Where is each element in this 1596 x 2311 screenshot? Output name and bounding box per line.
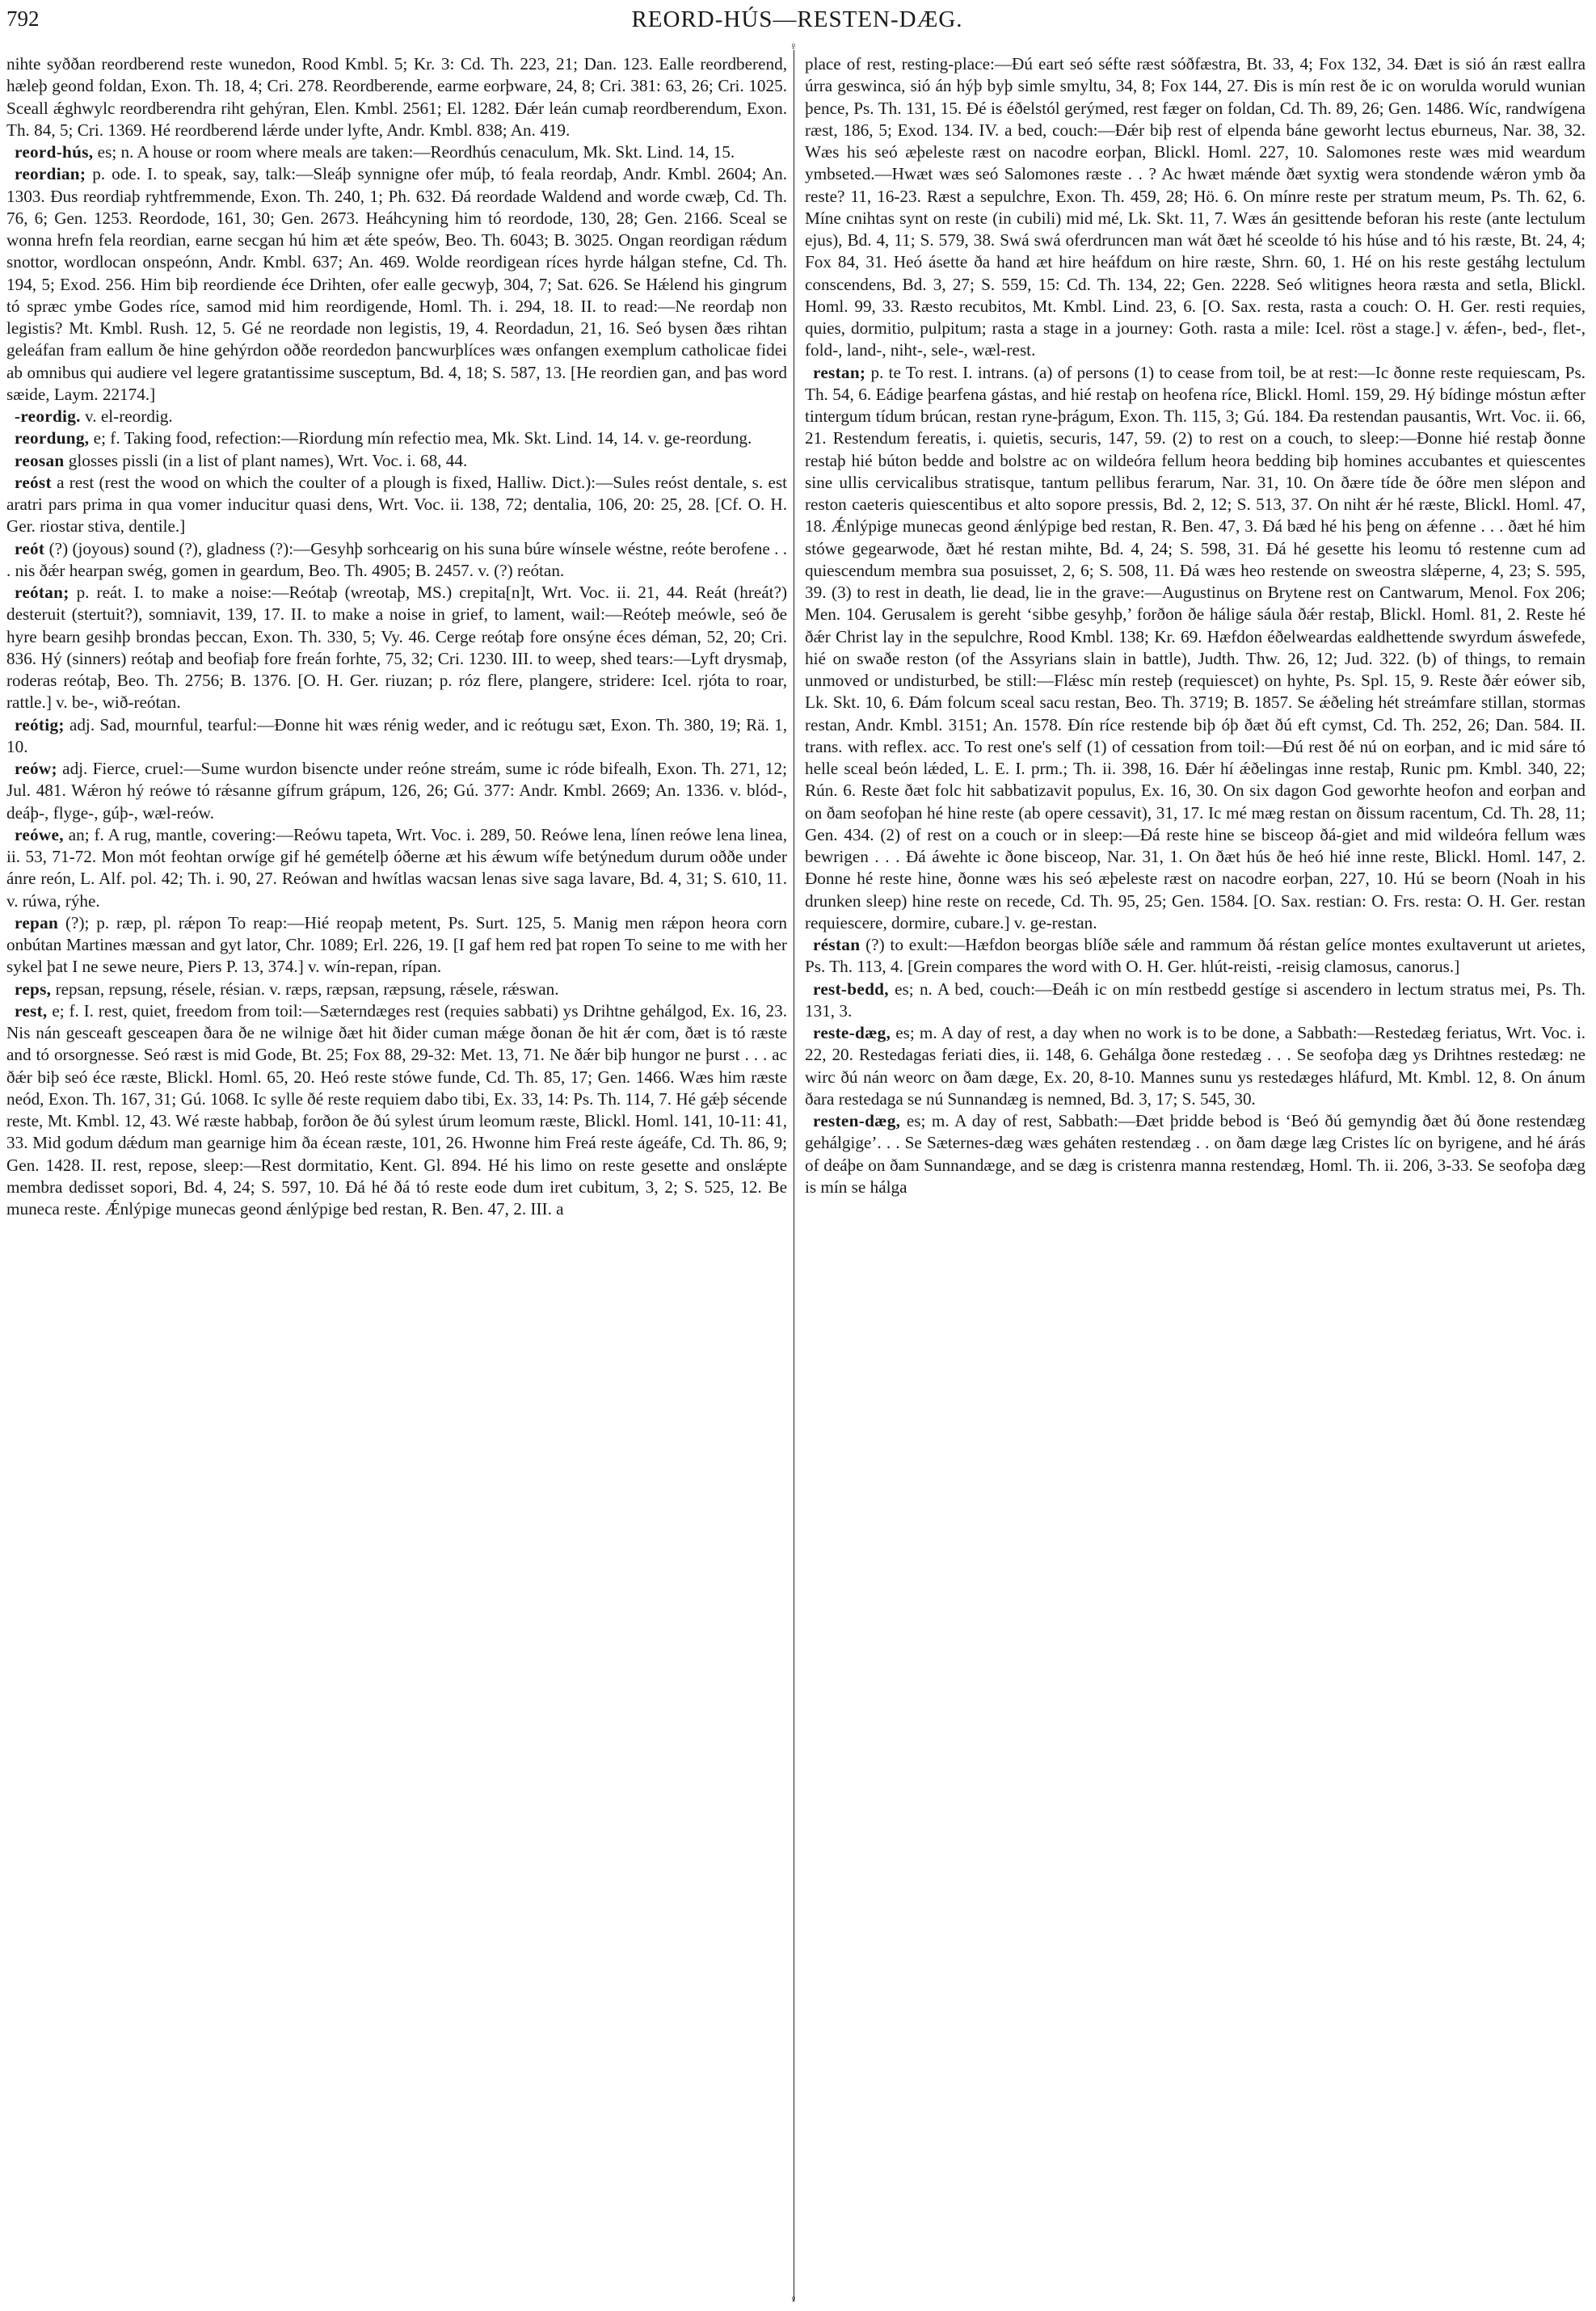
headword: reord-hús,: [15, 142, 94, 162]
entry-text: p. te To rest. I. intrans. (a) of persons (1) to cease from toil, be at rest:—Ic ðonne reste requiescam, Ps. Th. 54, 6. Eádige þearfena gástas, and hié restaþ on heofena ríce, Blickl. Homl. 159, 29. Hý bídinge móstun æfter tintergum tídum brúcan, restan ryne-þrágum, Exon. Th. 115, 3; Gú. 184. Ða restendan pausantis, Wrt. Voc. ii. 66, 21. Restendum fereatis, i. quietis, securis, 147, 59. (2) to rest on a couch, to sleep:—Ðonne hié restaþ ðonne restaþ hié búton bedde and bolstre ac on wildeóra fellum heora bedding biþ homines accubantes et quiescentes sine ullis cervicalibus stratisque, tantum pellibus ferarum, Nar. 31, 10. On ðære tíde ðe óðre men slépon and reston caeteris quiescentibus et alto sopore pressis, Bd. 2, 12; S. 513, 37. On niht ǽr hé ræste, Blickl. Homl. 47, 18. Ǽnlýpige munecas geond ǽnlýpige bed restan, R. Ben. 47, 3. Ðá bæd hé his þeng on ǽfenne . . . ðæt hé him stówe gegearwode, ðæt hé restan mihte, Bd. 4, 24; S. 598, 31. Ðá hé gesette his leomu tó restenne cum ad quiescendum membra sua posuisset, 2, 6; S. 508, 11. Ðá wæs heo restende on sweostra slǽperne, 4, 23; S. 595, 39. (3) to rest in death, lie dead, lie in the grave:—Augustinus on Brytene rest on Cantwarum, Menol. Fox 206; Men. 104. Gerusalem is gereht ‘sibbe gesyhþ,’ forðon ðe hálige sáula ðǽr restaþ, Blickl. Homl. 81, 2. Reste hé ðǽr Christ lay in the sepulchre, Rood Kmbl. 138; Kr. 69. Hæfdon éðelweardas ealdhettende swyrdum áswefede, hié on swaðe reston (of the Assyrians slain in battle), Judth. Thw. 26, 12; Jud. 322. (b) of things, to remain unmoved or undisturbed, be still:—Flǽsc mín resteþ (requiescet) on hyhte, Ps. Spl. 15, 9. Reste ðǽr eówer sib, Lk. Skt. 10, 6. Ðám folcum sceal sacu restan, Beo. Th. 3719; B. 1857. Se ǽðeling hét streámfare stillan, stormas restan, Andr. Kmbl. 3151; An. 1578. Ðín ríce restende biþ óþ ðæt ðú eft cymst, Cd. Th. 252, 26; Dan. 584. II. trans. with reflex. acc. To rest one's self (1) of cessation from toil:—Ðú rest ðé nú on eorþan, and ic mid sáre tó helle sceal beón lǽded, L. E. I. prm.; Th. ii. 398, 16. Ðǽr hí ǽðelingas inne restaþ, Runic pm. Kmbl. 340, 22; Rún. 6. Reste ðæt folc hit sabbatizavit populus, Ex. 16, 30. On six dagon God geworhte heofon and eorþan and on ðam seofoþan hé hine reste (ab opere cessavit), 31, 17. Ic mé mæg restan on ðissum racentum, Cd. Th. 28, 11; Gen. 434. (2) of rest on a couch or in sleep:—Ðá reste hine se bisceop ðá-giet and mid wildeóra fellum wæs bewrigen . . . Ðá áwehte ic ðone bisceop, Nar. 31, 1. On ðæt hús ðe heó hié inne reste, Blickl. Homl. 147, 2. Ðonne hé reste hine, ðonne wæs his seó æþeleste ræst on nacodre eorþan, 227, 10. Hú se beorn (Noah in his drunken sleep) hine reste on recede, Cd. Th. 95, 25; Gen. 1584. [O. Sax. restian: O. Frs. resta: O. H. Ger. restan requiescere, dormire, cubare.] v. ge-restan.: [805, 362, 1585, 932]
headword: reste-dæg,: [813, 1023, 891, 1042]
page-number: 792: [6, 6, 40, 31]
headword: rest,: [15, 1000, 48, 1021]
entry-text: es; n. A house or room where meals are taken:—Reordhús cenaculum, Mk. Skt. Lind. 14, 15.: [97, 142, 735, 162]
entry-text: (?) to exult:—Hæfdon beorgas blíðe sǽle and rammum ðá réstan gelíce montes exultaverunt ut arietes, Ps. Th. 113, 4. [Grein compares the word with O. H. Ger. hlút-reisti, -reisig clamosus, canorus.]: [805, 935, 1585, 977]
entry-text: (?) (joyous) sound (?), gladness (?):—Gesyhþ sorhcearig on his suna búre wínsele wéstne, reóte berofene . . . nis ðǽr hearpan swég, gomen in geardum, Beo. Th. 4905; B. 2457. v. (?) reótan.: [6, 538, 788, 580]
entry-text: p. reát. I. to make a noise:—Reótaþ (wreotaþ, MS.) crepita[n]t, Wrt. Voc. ii. 21, 44. Reát (hreát?) desteruit (stertuit?), somniavit, 139, 17. II. to make a noise in grief, to lament, wail:—Reóteþ meówle, seó ðe hyre bearn gesihþ brondas þeccan, Exon. Th. 330, 5; Vy. 46. Cerge reótaþ fore onsýne éces déman, 52, 20; Cri. 836. Hý (sinners) reótaþ and beofiaþ fore freán forhte, 75, 32; Cri. 1230. III. to weep, shed tears:—Lyft drysmaþ, roderas reótaþ, Beo. Th. 2756; B. 1376. [O. H. Ger. riuzan; p. róz flere, plangere, stridere: Icel. rjóta to roar, rattle.] v. be-, wið-reótan.: [6, 583, 787, 713]
dictionary-entry: [6, 427, 787, 449]
entry-text: p. ode. I. to speak, say, talk:—Sleáþ synnigne ofer múþ, tó feala reordaþ, Andr. Kmbl. 2604; An. 1303. Ðus reordiaþ ryhtfremmende, Exon. Th. 240, 1; Ph. 632. Ðá reordade Waldend and worde cwæþ, Cd. Th. 76, 6; Gen. 1253. Reordode, 161, 30; Gen. 2673. Heáhcyning him tó reordode, 130, 28; Gen. 2166. Sceal se wonna hrefn fela reordian, earne secgan hú him æt ǽte speów, Beo. Th. 6043; B. 3025. Ongan reordigan rǽdum snottor, wordlocan onspeónn, Andr. Kmbl. 637; An. 469. Wolde reordigean ríces hyrde hálgan stefne, Cd. Th. 194, 5; Exod. 256. Him biþ reordiende éce Drihten, ofer ealle gecwyþ, 304, 7; Sat. 626. Se Hǽlend his gingrum tó spræc ymbe Godes ríce, samod mid him reordigende, Homl. Th. i. 294, 18. II. to read:—Ne reordaþ non legistis? Mt. Kmbl. Rush. 12, 5. Gé ne reordade non legistis, 19, 4. Reordadun, 21, 16. Seó bysen ðæs rihtan geleáfan fram eallum ðe hine gehýrdon oððe reordedon þancwurþlíces wæs onfangen exemplum catholicae fidei ab omnibus qui audiere vel legere gratantissime susceptum, Bd. 4, 18; S. 587, 13. [He reordien gan, and þas word sæide, Laym. 22174.]: [6, 164, 787, 404]
entry-text: adj. Fierce, cruel:—Sume wurdon bisencte under reóne streám, sume ic róde bifealh, Exon. Th. 271, 12; Jul. 481. Wǽron hý reówe tó rǽsanne gífrum grápum, 126, 26; Gú. 377: Andr. Kmbl. 2669; An. 1336. v. blód-, deáþ-, flyge-, gúþ-, wæl-reów.: [6, 759, 788, 823]
entry-text: adj. Sad, mournful, tearful:—Ðonne hit wæs rénig weder, and ic reótugu sæt, Exon. Th. 380, 19; Rä. 1, 10.: [6, 714, 788, 756]
dictionary-entry: [6, 163, 787, 406]
dictionary-entry: [805, 934, 1585, 979]
entry-text: es; m. A day of rest, Sabbath:—Ðæt þridde bebod is ‘Beó ðú gemyndig ðæt ðú ðone restendæg gehálgige’. . . Se Sæternes-dæg wæs geháten restendæg . . on ðam dæge læg Cristes líc on byrigene, and hé árás of deáþe on ðam Sunnandæge, and se dæg is cristenra manna restendæg, Homl. Th. ii. 206, 3-33. Se seofoþa dæg is mín se hálga: [805, 1111, 1586, 1197]
headword: reosan: [15, 450, 65, 470]
entry-text: e; f. I. rest, quiet, freedom from toil:—Sæterndæges rest (requies sabbati) ys Drihtne gehálgod, Ex. 16, 23. Nis nán gesceaft gesceapen ðara ðe ne wilnige ðæt hit ðider cuman mǽge ðonan ðe hit ǽr com, ðæt is tó ræste and tó orsorgnesse. Seó ræst is mid Gode, Bt. 25; Fox 88, 29-32: Met. 13, 71. Ne ðǽr biþ hungor ne þurst . . . ac ðǽr biþ seó éce ræste, Blickl. Homl. 65, 20. Heó reste stówe funde, Cd. Th. 85, 17; Gen. 1466. Wæs him ræste neód, Exon. Th. 167, 31; Gú. 1068. Ic sylle ðé reste requiem dabo tibi, Ex. 33, 14: Ps. Th. 114, 7. Hé gǽþ sécende reste, Mt. Kmbl. 12, 43. Wé ræste habbaþ, forðon ðe ðú sylest úrum leomum ræste, Blickl. Homl. 141, 10-11: 41, 33. Mid godum dǽdum man gearnige him ða écean ræste, 101, 26. Hwonne him Freá reste ágeáfe, Cd. Th. 86, 9; Gen. 1428. II. rest, repose, sleep:—Rest dormitatio, Kent. Gl. 894. Hé his limo on reste gesette and onslǽpte membra dedisset sopori, Bd. 4, 24; S. 597, 10. Ðá hé ðá tó reste eode dum iret cubitum, 3, 2; S. 525, 12. Be muneca reste. Ǽnlýpige munecas geond ǽnlýpige bed restan, R. Ben. 47, 2. III. a: [6, 1000, 787, 1219]
entry-continuation: [6, 53, 787, 141]
dictionary-entry: [6, 472, 787, 538]
dictionary-entry: [6, 406, 787, 427]
entry-text: a rest (rest the wood on which the coulter of a plough is fixed, Halliw. Dict.):—Sules reóst dentale, s. est aratri pars prima in qua vomer inducitur quasi dens, Wrt. Voc. ii. 138, 72; dentalia, 106, 20: 25, 28. [Cf. O. H. Ger. riostar stiva, dentile.]: [6, 472, 788, 537]
entry-text: v. el-reordig.: [85, 406, 173, 426]
dictionary-entry: [6, 1000, 787, 1221]
headword: reót: [15, 538, 45, 558]
divider-ornament-icon: ♀: [789, 41, 798, 53]
running-header: [6, 6, 1588, 39]
headword: -reordig.: [15, 406, 81, 426]
headword: reów;: [15, 759, 57, 778]
dictionary-entry: [6, 141, 787, 163]
dictionary-entry: [6, 824, 787, 912]
headword: reówe,: [15, 824, 64, 844]
dictionary-entry: [6, 979, 787, 1000]
dictionary-entry: [6, 912, 787, 979]
headword: reóst: [15, 472, 52, 492]
entry-text: nihte syððan reordberend reste wunedon, Rood Kmbl. 5; Kr. 3: Cd. Th. 223, 21; Dan. 123. Ealle reordberend, hæleþ geond foldan, Exon. Th. 18, 4; Cri. 278. Reordberende, earme eorþware, 24, 8; Cri. 381: 63, 26; Cri. 1025. Sceall ǽghwylc reordberendra riht gehýran, Elen. Kmbl. 2561; El. 1282. Ðǽr leán cumaþ reordberendum, Exon. Th. 84, 5; Cri. 1369. Hé reordberend lǽrde under lyfte, Andr. Kmbl. 838; An. 419.: [6, 54, 787, 140]
headword: reótan;: [15, 583, 69, 602]
headword: rest-bedd,: [813, 979, 889, 999]
entry-text: an; f. A rug, mantle, covering:—Reówu tapeta, Wrt. Voc. i. 289, 50. Reówe lena, línen reówe lena linea, ii. 53, 71-72. Mon mót feohtan orwíge gif hé gemételþ óðerne æt his ǽwum wífe betýnedum durum oððe under ánre reón, L. Alf. pol. 42; Th. i. 90, 27. Reówan and hwítlas wacsan lenas sive saga lavare, Bd. 4, 31; S. 610, 11. v. rúwa, rýhe.: [6, 824, 788, 911]
headword: restan;: [813, 362, 866, 382]
page-title: REORD-HÚS—RESTEN-DÆG.: [631, 6, 963, 32]
entry-continuation: [805, 53, 1585, 362]
dictionary-entry: [805, 1022, 1585, 1110]
left-column: [6, 53, 787, 1220]
headword: reótig;: [15, 714, 65, 735]
right-column: [805, 53, 1585, 1198]
dictionary-entry: [6, 758, 787, 824]
entry-text: es; m. A day of rest, a day when no work is to be done, a Sabbath:—Restedæg feriatus, Wrt. Voc. i. 22, 20. Restedagas feriati dies, ii. 148, 6. Gehálga ðone restedæg . . . Se seofoþa dæg ys Drihtnes restedæg: ne wirc ðú nán weorc on ðam dæge, Ex. 20, 8-10. Mannes sunu ys restedæges hláfurd, Mt. Kmbl. 12, 8. On ánum ðara restedaga se nú Sunnandæg is nemned, Bd. 3, 17; S. 545, 30.: [805, 1023, 1586, 1109]
entry-text: place of rest, resting-place:—Ðú eart seó séfte ræst sóðfæstra, Bt. 33, 4; Fox 132, 34. Ðæt is sió án ræst eallra úrra geswinca, sió án hýþ byþ simle smyltu, 34, 8; Fox 144, 27. Ðis is mín rest ðe ic on worulda woruld wunian þence, Ps. Th. 131, 15. Ðé is éðelstól gerýmed, rest fæger on foldan, Cd. Th. 89, 26; Gen. 1486. Wíc, randwígena ræst, 186, 5; Exod. 134. IV. a bed, couch:—Ðǽr biþ rest of elpenda báne geworht lectus eburneus, Nar. 38, 32. Wæs his seó æþeleste ræst on nacodre eorþan, Blickl. Homl. 227, 10. Salomones reste wæs mid weardum ymbseted.—Hwæt wæs seó Salomones ræste . . ? Ac hwæt mǽnde ðæt syxtig wera stondende wǽron ymb ða reste? 11, 16-23. Ræst a sepulchre, Exon. Th. 459, 28; Hö. 6. On mínre reste per stratum meum, Ps. Th. 62, 6. Míne cnihtas synt on reste (in cubili) mid mé, Lk. Skt. 11, 7. Wæs án gesittende beforan his reste (ante lectulum ejus), Bd. 4, 11; S. 579, 38. Swá swá oferdruncen man wát ðæt hé sceolde tó his húse and tó his ræste, Bt. 24, 4; Fox 84, 31. Heó ásette ða hand æt hire heáfdum on hire ræste, Shrn. 60, 1. Hé on his reste gestáhg lectulum conscendens, Bd. 3, 27; S. 559, 15: Cd. Th. 134, 22; Gen. 2228. Seó wlitignes heora ræsta and setla, Blickl. Homl. 99, 33. Ræsto recubitos, Mt. Kmbl. Lind. 23, 6. [O. Sax. resta, rasta a couch: O. H. Ger. resti requies, quies, dormitio, pulpitum; rasta a stage in a journey: Goth. rasta a mile: Icel. röst a stage.] v. ǽfen-, bed-, flet-, fold-, land-, niht-, sele-, wæl-rest.: [805, 54, 1585, 360]
dictionary-entry: [6, 714, 787, 759]
dictionary-entry: [805, 979, 1585, 1023]
headword: repan: [15, 912, 59, 932]
entry-text: repsan, repsung, résele, résian. v. ræps, ræpsan, ræpsung, rǽsele, rǽswan.: [55, 979, 559, 999]
dictionary-entry: [6, 538, 787, 583]
headword: reps,: [15, 979, 52, 999]
entry-text: (?); p. ræp, pl. rǽpon To reap:—Hié reopaþ metent, Ps. Surt. 125, 5. Manig men rǽpon heora corn onbútan Martines mæssan and gyt lator, Chr. 1089; Erl. 226, 19. [I gaf hem red þat ropen To seine to me with her sykel þat I ne sewe neure, Piers P. 13, 374.] v. wín-repan, rípan.: [6, 912, 787, 977]
entry-text: es; n. A bed, couch:—Ðeáh ic on mín restbedd gestíge si ascendero in lectum stratus mei, Ps. Th. 131, 3.: [805, 979, 1586, 1021]
headword: réstan: [813, 935, 861, 954]
dictionary-entry: [805, 362, 1585, 935]
headword: resten-dæg,: [813, 1111, 901, 1130]
entry-text: glosses pissli (in a list of plant names), Wrt. Voc. i. 68, 44.: [68, 450, 468, 470]
dictionary-entry: [6, 582, 787, 714]
dictionary-entry: [805, 1110, 1585, 1198]
dictionary-entry: [6, 450, 787, 472]
entry-text: e; f. Taking food, refection:—Riordung mín refectio mea, Mk. Skt. Lind. 14, 14. v. ge-reordung.: [93, 428, 752, 448]
divider-ornament-icon: ♀: [789, 2294, 798, 2306]
headword: reordian;: [15, 164, 86, 184]
headword: reordung,: [15, 428, 90, 448]
